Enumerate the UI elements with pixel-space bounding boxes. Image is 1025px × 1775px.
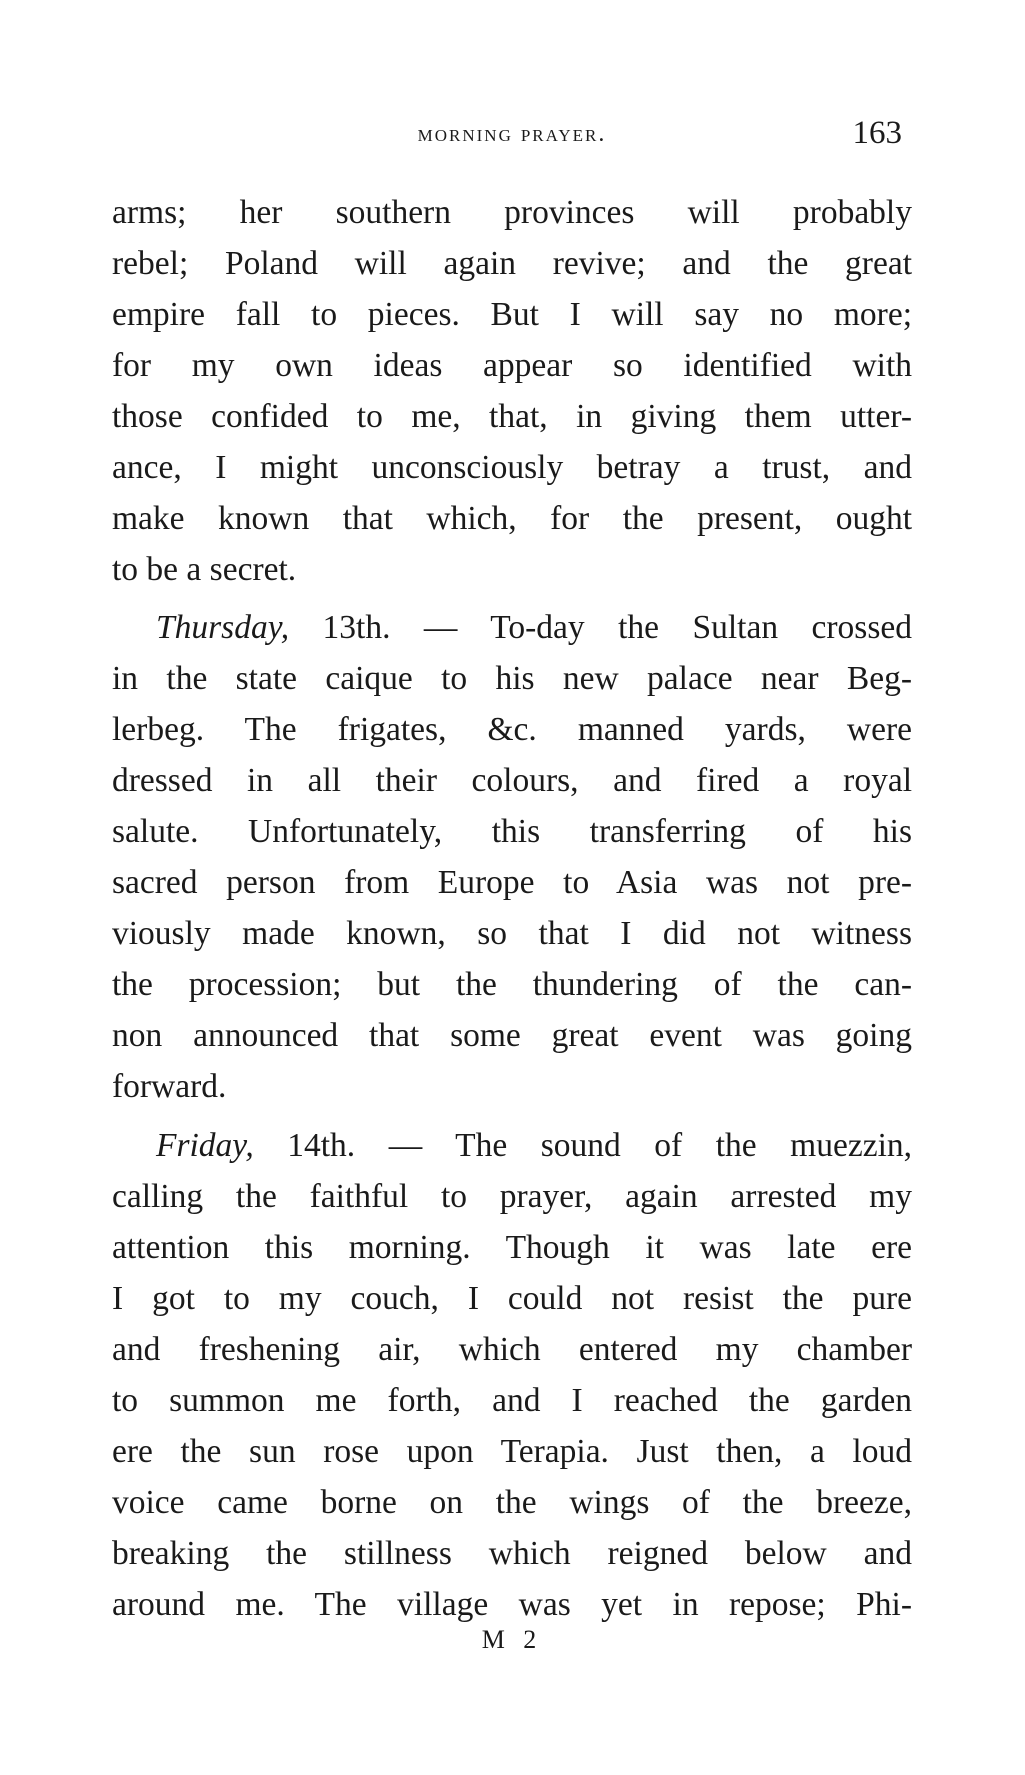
text-line: ance, I might unconsciously betray a trust, and [112,449,912,486]
text-line: breaking the stillness which reigned below and [112,1535,912,1572]
text-line: to summon me forth, and I reached the garden [112,1382,912,1419]
page-number: 163 [852,115,902,151]
text-line: ere the sun rose upon Terapia. Just then, a loud [112,1433,912,1470]
text-line: the procession; but the thundering of the can- [112,966,912,1003]
body-text [112,187,912,1630]
running-title: morning prayer. [417,121,607,147]
text-line: empire fall to pieces. But I will say no more; [112,296,912,333]
text-line: for my own ideas appear so identified with [112,347,912,384]
signature-mark: M 2 [481,1625,543,1654]
text-line: calling the faithful to prayer, again arrested my [112,1178,912,1215]
text-line: those confided to me, that, in giving them utter- [112,398,912,435]
entry-day: Thursday, [156,609,290,646]
entry-first-line-text: To-day the Sultan crossed [490,609,912,646]
text-line: salute. Unfortunately, this transferring of his [112,813,912,850]
text-line: arms; her southern provinces will probably [112,194,912,231]
entry-date: 14th. — [287,1127,423,1164]
text-line: make known that which, for the present, ought [112,500,912,537]
entry-first-line-text: The sound of the muezzin, [455,1127,913,1164]
text-line: in the state caique to his new palace near Beg- [112,660,912,697]
text-line: I got to my couch, I could not resist the pure [112,1280,912,1317]
entry-date: 13th. — [322,609,458,646]
text-line: viously made known, so that I did not witness [112,915,912,952]
entry-friday-first-line [112,1120,912,1171]
text-line: non announced that some great event was going [112,1017,912,1054]
text-line: rebel; Poland will again revive; and the great [112,245,912,282]
entry-day: Friday, [156,1127,254,1164]
text-line: and freshening air, which entered my chamber [112,1331,912,1368]
text-line: attention this morning. Though it was late ere [112,1229,912,1266]
text-line: forward. [112,1068,227,1105]
text-line: to be a secret. [112,551,297,588]
entry-thursday-first-line [112,602,912,653]
text-line: lerbeg. The frigates, &c. manned yards, were [112,711,912,748]
text-line: sacred person from Europe to Asia was not pre- [112,864,912,901]
running-head [112,115,912,155]
text-line: dressed in all their colours, and fired a royal [112,762,912,799]
text-line: around me. The village was yet in repose; Phi- [112,1586,912,1623]
text-line: voice came borne on the wings of the breeze, [112,1484,912,1521]
